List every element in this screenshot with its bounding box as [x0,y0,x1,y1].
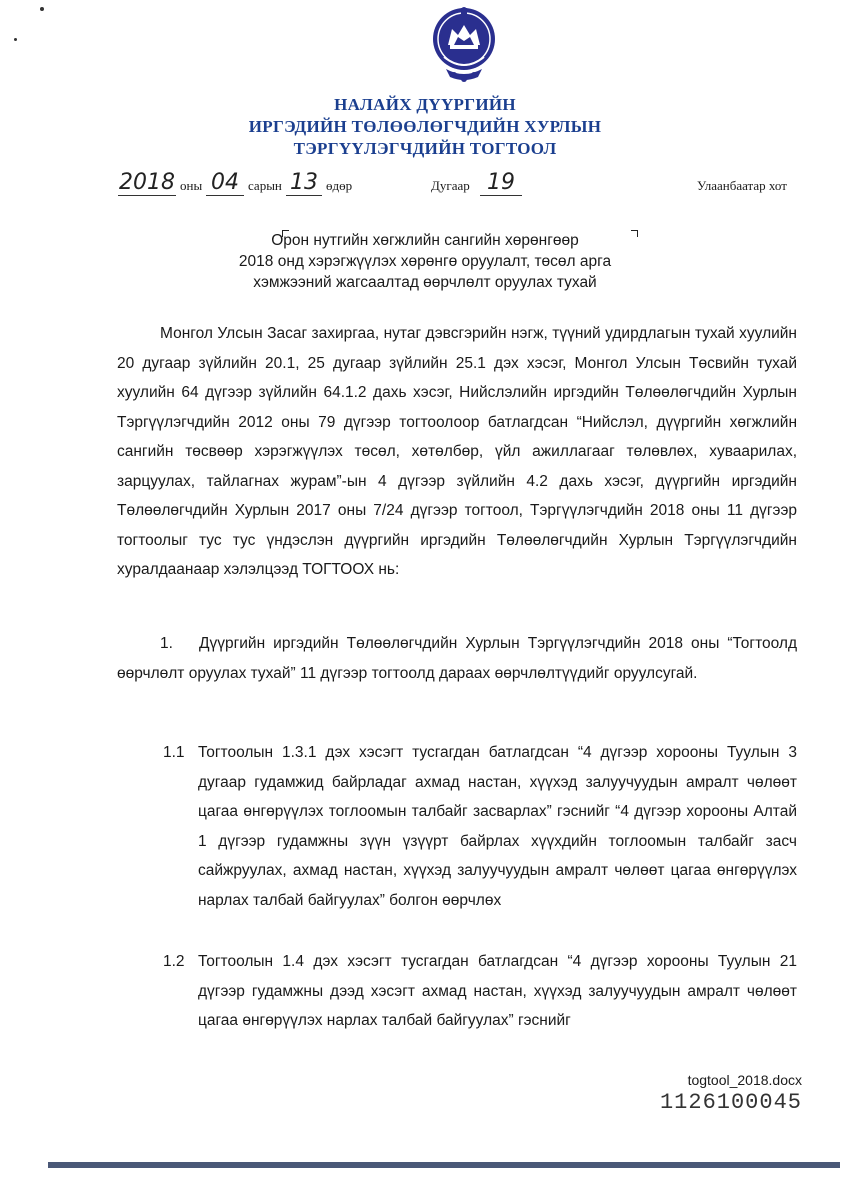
item-1-2-number: 1.2 [163,953,185,970]
number-value: 19 [480,170,522,196]
title-line1: Орон нутгийн хөгжлийн сангийн хөрөнгөөр [271,232,579,249]
org-name-line1: НАЛАЙХ ДҮҮРГИЙН [334,95,516,114]
item-1-2-text: Тогтоолын 1.4 дэх хэсэгт тусгагдан батлагдсан “4 дүгээр хорооны Туулын 21 дүгээр гудамжны дээд хэсэгт ахмад настан, хүүхэд залуучуудын амралт чөлөөт цагаа өнгөрүүлэх нарлах талбай байгуулах” гэснийг [198,953,797,1029]
footer-bar [48,1162,840,1168]
item-1-1-text: Тогтоолын 1.3.1 дэх хэсэгт тусгагдан батлагдсан “4 дүгээр хорооны Туулын 3 дугаар гудамжид байрладаг ахмад настан, хүүхэд залуучуудын амралт чөлөөт цагаа өнгөрүүлэх тоглоомын талбайг засварлах” гэснийг “4 дүгээр хорооны Алтай 1 дүгээр гудамжны зүүн үзүүрт байрлах хүүхдийн тоглоомын талбайг засч сайжруулах, ахмад настан, хүүхэд залуучуудын амралт чөлөөт цагаа өнгөрүүлэх нарлах талбай байгуулах” болгон өөрчлөх [198,744,797,909]
number-label: Дугаар [431,178,470,193]
year-value: 2018 [119,170,175,195]
year-label: оны [180,178,203,193]
date-line [118,172,818,198]
day-label: өдөр [326,178,353,193]
month-label: сарын [248,178,282,193]
item-1-number: 1. [160,635,173,652]
state-emblem-icon [428,5,500,87]
title-line2: 2018 онд хэрэгжүүлэх хөрөнгө оруулалт, төсөл арга [238,253,612,270]
scan-speck [14,38,17,41]
title-line3: хэмжээний жагсаалтад өөрчлөлт оруулах тухай [253,274,597,291]
document-type: ТЭРГҮҮЛЭГЧДИЙН ТОГТООЛ [293,139,557,158]
intro-paragraph: Монгол Улсын Засаг захиргаа, нутаг дэвсгэрийн нэгж, түүний удирдлагын тухай хуулийн 20 дугаар зүйлийн 20.1, 25 дугаар зүйлийн 25.1 дэх хэсэг, Монгол Улсын Төсвийн тухай хуулийн 64 дүгээр зүйлийн 64.1.2 дахь хэсэг, Нийслэлийн иргэдийн Төлөөлөгчдийн Хурлын Тэргүүлэгчдийн 2012 оны 79 дүгээр тогтоолоор батлагдсан “Нийслэл, дүүргийн хөгжлийн сангийн төсвөөр хэрэгжүүлэх төсөл, хөтөлбөр, үйл ажиллагааг төлөвлөх, хуваарилах, зарцуулах, тайлагнах журам”-ын 4 дүгээр зүйлийн 4.2 дахь хэсэг, дүүргийн иргэдийн Төлөөлөгчдийн Хурлын 2017 оны 7/24 дүгээр тогтоол, Тэргүүлэгчдийн 2018 оны 11 дүгээр тогтоолыг тус тус үндэслэн дүүргийн иргэдийн Төлөөлөгчдийн Хурлын Тэргүүлэгчдийн хуралдаанаар хэлэлцээд ТОГТООХ нь: [117,325,797,578]
day-value: 13 [286,170,322,196]
item-1-1-number: 1.1 [163,744,185,761]
scan-speck [40,7,44,11]
item-1-text: Дүүргийн иргэдийн Төлөөлөгчдийн Хурлын Тэргүүлэгчдийн 2018 оны “Тогтоолд өөрчлөлт оруулах тухай” 11 дүгээр тогтоолд дараах өөрчлөлтүүдийг оруулсугай. [117,635,797,682]
city-label: Улаанбаатар хот [697,178,787,193]
month-value: 04 [206,170,244,196]
document-barcode-number: 1126100045 [659,1090,802,1115]
org-name-line2: ИРГЭДИЙН ТӨЛӨӨЛӨГЧДИЙН ХУРЛЫН [248,117,602,136]
file-name: togtool_2018.docx [687,1072,802,1088]
